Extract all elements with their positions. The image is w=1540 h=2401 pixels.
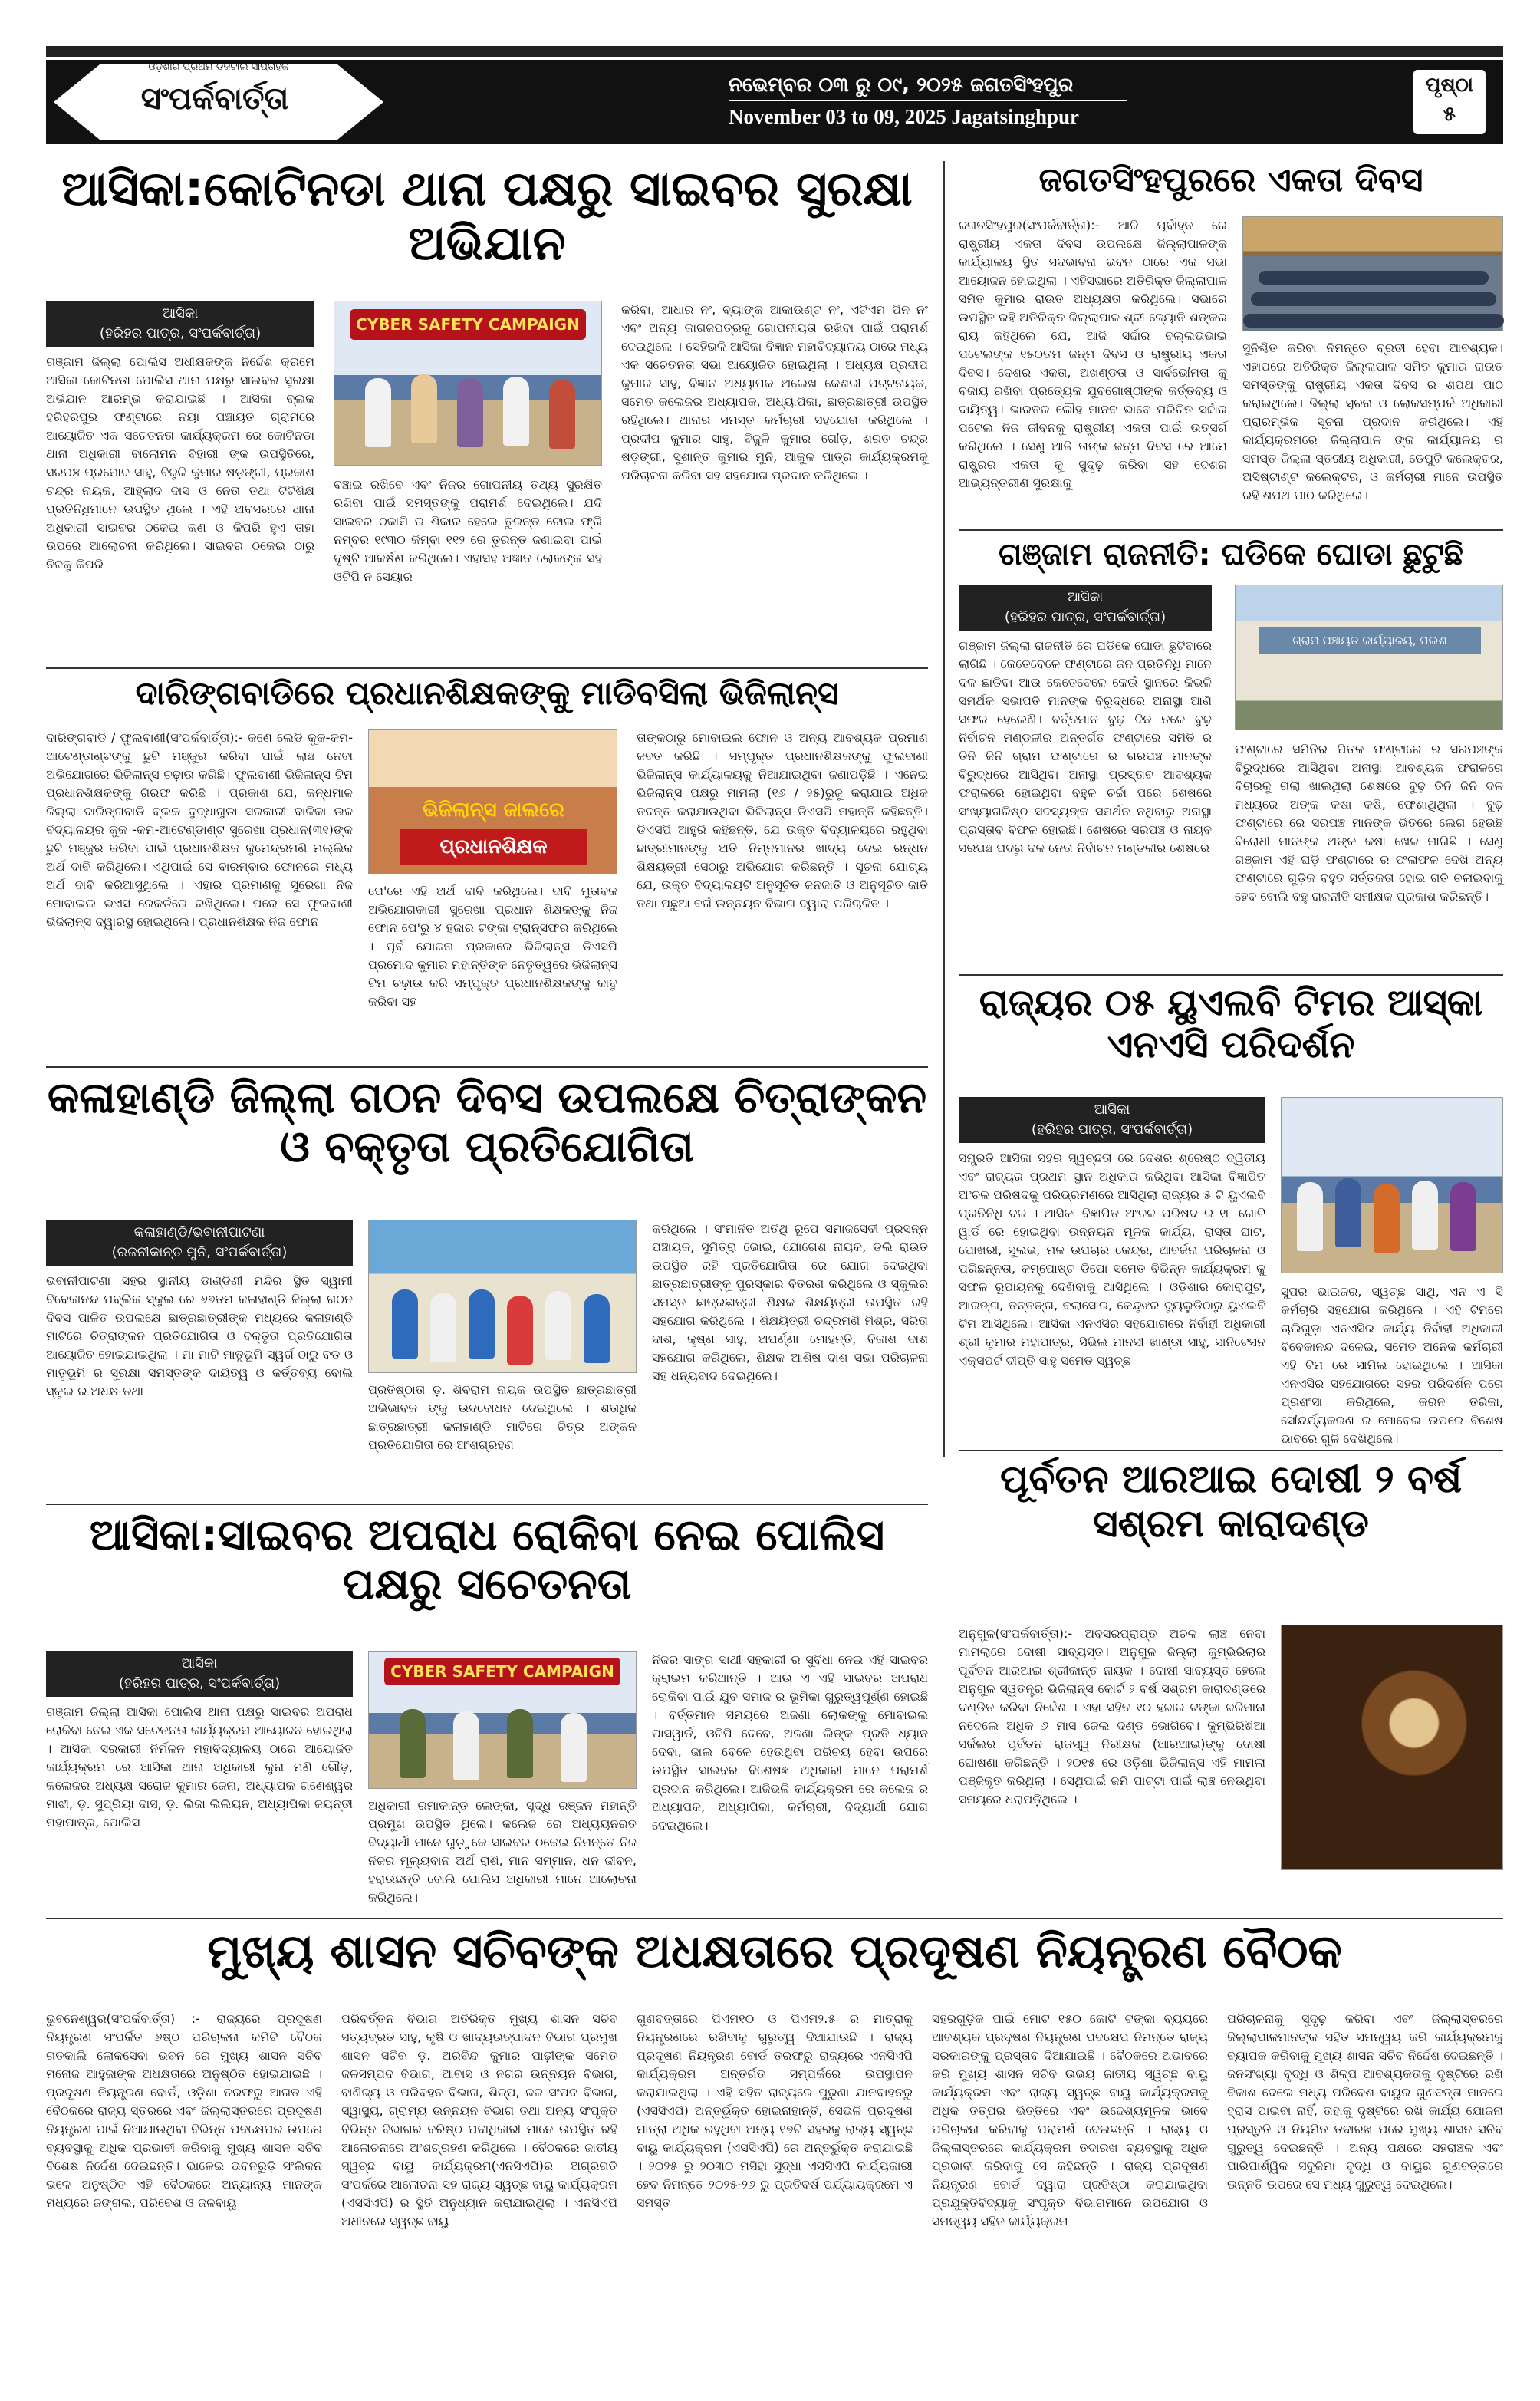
photo-unity-day [1242,216,1503,331]
body-column-2: ପ୍ରତିଷ୍ଠାତା ଡ଼. ଶିବରାମ ନାୟକ ଉପସ୍ଥିତ ଛାତ୍ରଛାତ୍ରୀ ଅଭିଭାବକ ଙ୍କୁ ଉଦବୋଧନ ଦେଇଥିଲେ । ଶତାଧିକ ଛାତ୍ରଛାତ୍ରୀ କଳାହାଣ୍ଡି ମାଟିରେ ଚିତ୍ର ଅଙ୍କନ ପ୍ରତିଯୋଗିତା ରେ ଅଂଶଗ୍ରହଣ [368,1382,637,1452]
headline: ଦାରିଙ୍ଗବାଡିରେ ପ୍ରଧାନଶିକ୍ଷକଙ୍କୁ ମାଡିବସିଲା ଭିଜିଲାନ୍ସ [135,674,839,712]
section-divider [46,1918,1503,1919]
body-column-2: ସୁପର ଭାଇଜର, ସ୍ୱଚ୍ଛ ସାଥି, ଏନ ଏ ସି କର୍ମଚାରି ସହଯୋଗ କରିଥିଲେ । ଏହି ଟିମରେ ଚାଲିଗୁଡ଼ା ଏନଏସିର କାର୍ଯ୍ୟ ନିର୍ବାହୀ ଅଧିକାରୀ ବିବେକାନନ୍ଦ ଦଳେଇ, ସମେତ ଅନେକ କର୍ମଚାରୀ ଏହି ଟିମ ରେ ସାମିଲ ହୋଇଥିଲେ । ଆସିକା ଏନଏସିର ସହଯୋଗରେ ସହର ପରିଦର୍ଶନ ପରେ ପ୍ରଶଂସା କରିଥିଲେ, କରନ ତରିକା, ସୌନ୍ଦର୍ଯ୍ୟକରଣ ର ମୋବେଇ ଉପରେ ବିଶେଷ ଭାବରେ ଗୁଳି ଦେଖିଥିଲେ। [1281,1284,1503,1446]
person-figure [400,1709,426,1778]
person-figure [507,1709,533,1778]
byline-place: ଆସିକା [181,1655,218,1671]
byline-author: (ହରିହର ପାତ୍ର, ସଂପର୍କବାର୍ତ୍ତା) [1031,1121,1193,1138]
photo-banner: CYBER SAFETY CAMPAIGN [350,309,586,340]
student-figure [507,1296,533,1365]
article-unity-day [959,161,1503,522]
masthead [46,60,1503,144]
masthead-top-rule [46,46,1503,57]
person-figure [561,1713,587,1782]
person-figure [365,378,391,447]
person-figure [503,377,529,446]
section-divider [46,1066,928,1068]
article-ulb-team [959,981,1503,1446]
body-column-5: ପରିଚାଳନାକୁ ସୁଦୃଢ଼ କରିବା ଏବଂ ଜିଲ୍ଲାସ୍ତରରେ ଜିଲ୍ଲାପାଳମାନଙ୍କ ସହିତ ସମନ୍ୱୟ କରି କାର୍ଯ୍ୟକ୍ରମକୁ ବ୍ୟାପକ କରିବାକୁ ମୁଖ୍ୟ ଶାସନ ସଚିବ ନିର୍ଦ୍ଦେଶ ଦେଇଛନ୍ତି । ଜନସଂଖ୍ୟା ବୃଦ୍ଧି ଓ ଶିଳ୍ପ ଆବଶ୍ୟକତାକୁ ଦୃଷ୍ଟିରେ ରଖି ବିକାଶ ଦେଲେ ମଧ୍ୟ ପରିବେଶ ବାୟୁର ଗୁଣବତ୍ତା ମାନରେ ହ୍ରାସ ପାଇବା ନାହିଁ, ତାହାକୁ ଦୃଷ୍ଟିରେ ରଖି କାର୍ଯ୍ୟ ଯୋଜନା ପ୍ରସ୍ତୁତି ଓ ନିୟମିତ ତଦାରଖ ପରେ ମୁଖ୍ୟ ଶାସନ ସଚିବ ଗୁରୁତ୍ୱ ଦେଇଛନ୍ତି । ଅନ୍ୟ ପକ୍ଷରେ ସହରାଞ୍ଚଳ ଏବଂ ପାରିପାର୍ଶ୍ୱିକ ସବୁଜିମା ବୃଦ୍ଧି ଓ ବାୟୁର ଗୁଣବତ୍ତାରେ ଉନ୍ନତି ଉପରେ ସେ ମଧ୍ୟ ଗୁରୁତ୍ୱ ଦେଇଥିଲେ। [1227,2011,1503,2192]
page-number-box [1411,68,1488,137]
column-divider [943,161,945,1457]
body-column-2: ବଞ୍ଚାଇ ରଖିବେ ଏବଂ ନିଜର ଗୋପନୀୟ ତଥ୍ୟ ସୁରକ୍ଷିତ ରଖିବା ପାଇଁ ସମସ୍ତଙ୍କୁ ପରାମର୍ଶ ଦେଇଥିଲେ। ଯଦି ସାଇବର ଠକାମି ର ଶିକାର ହେଲେ ତୁରନ୍ତ ଟୋଲ ଫ୍ରି ନମ୍ବର ୧୯୩୦ କିମ୍ବା ୧୧୨ ରେ ତୁରନ୍ତ ଜଣାଇବା ପାଇଁ ଦୃଷ୍ଟି ଆକର୍ଷଣ କରିଥିଲେ। ଏହାସହ ଅଜ୍ଞାତ ଲୋକଙ୍କ ସହ ଓଟିପି ନ ସେୟାର [334,477,602,584]
headline: ଆସିକା:ସାଇବର ଅପରାଧ ରୋକିବା ନେଇ ପୋଲିସ ପକ୍ଷରୁ ସଚେତନତା [89,1510,885,1610]
headline: ମୁଖ୍ୟ ଶାସନ ସଚିବଙ୍କ ଅଧକ୍ଷତାରେ ପ୍ରଦୂଷଣ ନିୟନ୍ତ୍ରଣ ବୈଠକ [207,1925,1342,1978]
person-figure [549,380,575,449]
photo-vigilance [368,729,617,874]
photo-banner: CYBER SAFETY CAMPAIGN [384,1658,620,1685]
article-pollution-meeting [46,1925,1503,2355]
section-divider [46,667,928,669]
photo-sign: ଗ୍ରାମ ପଞ୍ଚାୟତ କାର୍ଯ୍ୟାଳୟ, ପଲଶ [1259,627,1481,654]
photo-text-2: ପ୍ରଧାନଶିକ୍ଷକ [400,829,587,865]
body-column-2: ପରିବର୍ତ୍ତନ ବିଭାଗ ଅତିରିକ୍ତ ମୁଖ୍ୟ ଶାସନ ସଚିବ ସତ୍ୟବ୍ରତ ସାହୁ, କୃଷି ଓ ଖାଦ୍ୟଉତ୍ପାଦନ ବିଭାଗ ପ୍ରମୁଖ ଶାସନ ସଚିବ ଡ଼. ଅରବିନ୍ଦ କୁମାର ପାଢ଼ୀଙ୍କ ସମେତ ଜଳସମ୍ପଦ ବିଭାଗ, ଆବାସ ଓ ନଗର ଉନ୍ନୟନ ବିଭାଗ, ବାଣିଜ୍ୟ ଓ ପରିବହନ ବିଭାଗ, ଶିଳ୍ପ, ଜଳ ସଂପଦ ବିଭାଗ, ସ୍ୱାସ୍ଥ୍ୟ, ଗ୍ରାମ୍ୟ ଉନ୍ନୟନ ବିଭାଗ ତଥା ଅନ୍ୟ ସଂପୃକ୍ତ ବିଭିନ୍ନ ବିଭାଗର ବରିଷ୍ଠ ପଦାଧିକାରୀ ମାନେ ଉପସ୍ଥିତ ରହି ଆଲୋଚନାରେ ଅଂଶଗ୍ରହଣ କରିଥିଲେ । ବୈଠକରେ ଜାତୀୟ ସ୍ୱଚ୍ଛ ବାୟୁ କାର୍ଯ୍ୟକ୍ରମ(ଏନସିଏପି)ର ଅଗ୍ରଗତି ସଂପର୍କରେ ଆଲୋଚନା ସହ ରାଜ୍ୟ ସ୍ୱଚ୍ଛ ବାୟୁ କାର୍ଯ୍ୟକ୍ରମ (ଏସସିଏପି) ର ସ୍ଥିତି ଅନୁଧ୍ୟାନ କରାଯାଇଥିଲା । ଏନସିଏପି ଅଧୀନରେ ସ୍ୱଚ୍ଛ ବାୟୁ [341,2011,617,2228]
student-figure [545,1291,571,1360]
body-column-3: ନିଜର ସାଙ୍ଗ ସାଥୀ ସହକାରୀ ର ସୁବିଧା ନେଇ ଏହି ସାଇବର କ୍ରାଇମ କରିଥାନ୍ତି । ଆଉ ଏ ଏହି ସାଇବର ଅପରାଧ ରୋକିବା ପାଇଁ ଯୁବ ସମାଜ ର ଭୂମିକା ଗୁରୁତ୍ୱପୂର୍ଣ୍ଣ ହୋଇଛି । ବର୍ତ୍ତମାନ ସମୟରେ ଅଜଣା ଲୋକଙ୍କୁ ମୋବାଇଲ ପାସୱାର୍ଡ, ଓଟିପି ଦେବେ, ଅଜଣା ଲିଙ୍କ ପ୍ରତି ଧ୍ୟାନ ଦେବା, ଜାଲ ବେଳେ ହେଉଥିବା ପରିଚୟ ହେବା ଉପରେ ଉପସ୍ଥିତ ସାଇବର ବିଶେଷଜ୍ଞ ଅଧିକାରୀ ମାନେ ପରାମର୍ଶ ପ୍ରଦାନ କରିଥିଲେ। ଆଜିଭଳି କାର୍ଯ୍ୟକ୍ରମ ରେ କଲେଜ ର ଅଧ୍ୟାପକ, ଅଧ୍ୟାପିକା, କର୍ମଚାରୀ, ବିଦ୍ୟାର୍ଥୀ ଯୋଗ ଦେଇଥିଲେ। [652,1652,928,1833]
body-column-3: କରିବା, ଆଧାର ନଂ, ବ୍ୟାଙ୍କ ଆକାଉଣ୍ଟ ନଂ, ଏଟିଏମ ପିନ ନଂ ଏବଂ ଅନ୍ୟ କାଗଜପତ୍ରକୁ ଗୋପନୀୟତା ରଖିବା ପାଇଁ ପରାମର୍ଶ ଦେଇଥିଲେ । ସେହିଭଳି ଆସିକା ବିଜ୍ଞାନ ମହାବିଦ୍ୟାଳୟ ଠାରେ ମଧ୍ୟ ଏକ ସଚେତନତା ସଭା ଆୟୋଜିତ ହୋଇଥିଲା । ଅଧ୍ୟକ୍ଷ ପ୍ରଦୀପ କୁମାର ସାହୁ, ବିଜ୍ଞାନ ଅଧ୍ୟାପକ ଅଲେଖ କେଶରୀ ପଟ୍ଟନାୟକ, ସମେତ କଲେଜର ଅଧ୍ୟାପକ, ଅଧ୍ୟାପିକା, ଛାତ୍ରଛାତ୍ରୀ ଉପସ୍ଥିତ ରହିଥିଲେ। ଥାନାର ସମସ୍ତ କର୍ମଚାରୀ ସହଯୋଗ କରିଥିଲେ । ପ୍ରଦୀପ କୁମାର ସାହୁ, ବିଜୁଳି କୁମାର ଗୌଡ଼, ଶରତ ଚନ୍ଦ୍ର ଷଡ଼ଙ୍ଗୀ, ସୁଶାନ୍ତ କୁମାର ମୁନି, ଆକୁଳ ପାତ୍ର କାର୍ଯ୍ୟକ୍ରମକୁ ପରିଚାଳନା କରିବା ସହ ସହଯୋଗ ପ୍ରଦାନ କରିଥିଲେ । [621,302,928,483]
byline-author: (ରଜନୀକାନ୍ତ ମୁନି, ସଂପର୍କବାର୍ତ୍ତା) [111,1244,288,1260]
byline [959,1097,1265,1143]
article-ganjam-politics [959,537,1503,967]
audience-row [1259,271,1489,285]
section-divider [959,529,1503,531]
body-column-1: ଗଞ୍ଜାମ ଜିଲ୍ଲା ରାଜନୀତି ରେ ଘଡିକେ ଘୋଡା ଛୁଟିବାରେ ଲାଗିଛି । କେତେବେଳେ ଫଣ୍ଟାରେ ଜନ ପ୍ରତିନିଧି ମାନେ ଦଳ ଛାଡିବା ଆଉ କେତେବେଳେ କେଉଁ ସ୍ଥାନରେ କିଭଳି ସମର୍ଥକ ସଭାପତି ମାନଙ୍କ ବିରୁଦ୍ଧରେ ଅନାସ୍ଥା ଆଣି ସଫଳ ହେଲେଣି। ବର୍ତ୍ତମାନ ବୁଢ଼ ଦିନ ତଳେ ବୁଢ଼ ନିର୍ବାଚନ ମଣ୍ଡଳୀର ଅନ୍ତର୍ଗତ ଫଣ୍ଟାରେ ସମିତି ର ତିନି ଜିନି ଗ୍ରାମ ଫଣ୍ଟାରେ ର ଗରପଞ୍ଚ ମାନଙ୍କ ବିରୁଦ୍ଧରେ ଆସିଥିବା ଅନାସ୍ଥା ପ୍ରସ୍ତାବ ଆବଶ୍ୟକ ଫରାଳରେ ହୋଇଥିବା ବହୁଳ ଚର୍ଚ୍ଚା ପରେ ଶେଷରେ ସଂଖ୍ୟାଗରିଷ୍ଠ ସଦସ୍ୟଙ୍କ ସମର୍ଥନ ନଥିବାରୁ ଅନାସ୍ଥା ପ୍ରସ୍ତାବ ବିଫଳ ହୋଇଛି। ଶେଷରେ ସରପଞ୍ଚ ଓ ନାୟବ ସରପଞ୍ଚ ପଦରୁ ଦଳ ନେତା ନିର୍ବାଚନ ମଣ୍ଡଳୀର ଶେଷରେ [959,638,1212,855]
section-divider [46,1504,928,1505]
person-figure [457,378,483,447]
student-figure [430,1293,456,1362]
body-column-1: ଅନୁଗୁଳ(ସଂପର୍କବାର୍ତ୍ତା):- ଅବସରପ୍ରାପ୍ତ ଅଚଳ ଲାଞ୍ଚ ନେବା ମାମଲାରେ ଦୋଷୀ ସାବ୍ୟସ୍ତ। ଅନୁଗୁଳ ଜିଲ୍ଲା କୁମ୍ଭିରିଲାର ପୂର୍ବତନ ଆରଆଇ ଶ୍ରୀକାନ୍ତ ନାୟକ । ଦୋଷୀ ସାବ୍ୟସ୍ତ ହେଲେ ଅନୁଗୁଳ ସ୍ୱତନ୍ତ୍ର ଭିଜିଲାନ୍ସ କୋର୍ଟ ୨ ବର୍ଷ ସଶ୍ରମ କାରାଦଣ୍ଡରେ ଦଣ୍ଡିତ କରିବା ନିର୍ଦ୍ଦେଶ । ଏହା ସହିତ ୧୦ ହଜାର ଟଙ୍କା ଜରିମାନା ନଦେଲେ ଅଧିକ ୬ ମାସ ଜେଲ ଦଣ୍ଡ ଭୋଗିବେ। କୁମ୍ଭିରିଶିଆ ସର୍କଲର ପୂର୍ବତନ ରାଜସ୍ୱ ନିରୀକ୍ଷକ (ଆରଆଇ)ଙ୍କୁ ଦୋଷୀ ଘୋଷଣା କରିଛନ୍ତି । ୨୦୧୫ ରେ ଓଡ଼ିଶା ଭିଜିଲାନ୍ସ ଏହି ମାମଲା ପଞ୍ଜିକୃତ କରିଥିଲା । ସେଥିପାଇଁ ଜମି ପାଟ୍ଟା ପାଇଁ ଲାଞ୍ଚ ନେଉଥିବା ସମୟରେ ଧରାପଡ଼ିଥିଲେ । [959,1626,1265,1807]
newspaper-page [46,46,1503,2363]
article-ri-convicted [959,1457,1503,1910]
photo-gavel [1281,1625,1503,1870]
masthead-dates [729,71,1265,133]
headline: ଜଗତସିଂହପୁରରେ ଏକତା ଦିବସ [1038,160,1423,199]
date-english: November 03 to 09, 2025 Jagatsinghpur [729,105,1080,128]
masthead-tagline: ଓଡ଼ିଶାର ପ୍ରଥମ ଡିଜିଟାଲ ସାପ୍ତାହିକ [148,61,289,73]
byline-author: (ହରିହର ପାତ୍ର, ସଂପର୍କବାର୍ତ୍ତା) [99,325,262,341]
headline: ଆସିକା:କୋଟିନଡା ଥାନା ପକ୍ଷରୁ ସାଇବର ସୁରକ୍ଷା ଅଭିଯାନ [61,160,913,272]
student-figure [469,1289,495,1359]
byline [46,301,314,347]
masthead-logo-text: ସଂପର୍କବାର୍ତ୍ତା [140,81,289,117]
person-figure [1297,1182,1323,1251]
article-cyber-campaign [46,161,928,660]
photo-ulb-team [1281,1097,1503,1273]
byline-place: ଆସିକା [1067,589,1104,605]
body-column-3: ତାଙ୍କଠାରୁ ମୋବାଇଲ ଫୋନ ଓ ଅନ୍ୟ ଆବଶ୍ୟକ ପ୍ରମାଣ ଜବତ କରିଛି । ସମ୍ପୃକ୍ତ ପ୍ରଧାନଶିକ୍ଷକଙ୍କୁ ଫୁଲବାଣୀ ଭିଜିଲାନ୍ସ କାର୍ଯ୍ୟାଳୟକୁ ନିଆଯାଇଥିବା ଜଣାପଡ଼ିଛି । ଏନେଇ ଭିଜିଲାନ୍ସ ପକ୍ଷରୁ ମାମଲା (୧୬ / ୨୫)ରୁଜୁ କରାଯାଇ ଅଧିକ ତଦନ୍ତ କରାଯାଉଥିବା ଭିଜିଲାନ୍ସ ଡିଏସପି ମହାନ୍ତି କହିଛନ୍ତି। ଡିଏସପି ଆହୁରି କହିଛନ୍ତି, ଯେ ଉକ୍ତ ବିଦ୍ୟାଳୟରେ ରହୁଥିବା ଛାତ୍ରୀମାନଙ୍କୁ ଅତି ନିମ୍ନମାନର ଖାଦ୍ୟ ଦେଇ ରନ୍ଧନ ଶିକ୍ଷୟତ୍ରୀ ସେଠାରୁ ଅଭିଯୋଗ କରିଛନ୍ତି । ସୂଚନା ଯୋଗ୍ୟ ଯେ, ଉକ୍ତ ବିଦ୍ୟାଳୟଟି ଅନୁସୂଚିତ ଜନଜାତି ଓ ଅନୁସୂଚିତ ଜାତି ତଥା ପଛୁଆ ବର୍ଗ ଉନ୍ନୟନ ବିଭାଗ ଦ୍ୱାରା ପରିଚାଳିତ । [637,730,928,911]
page-label: ପୃଷ୍ଠା [1426,74,1473,97]
page-number: ୫ [1443,103,1456,126]
audience-row [1251,292,1496,306]
body-column-2: ଅଧିକାରୀ ରମାକାନ୍ତ ଲେଙ୍କା, ସୃଦ୍ଧି ରଞ୍ଜନ ମହାନ୍ତି ପ୍ରମୁଖ ଉପସ୍ଥିତ ଥିଲେ। କଲେଜ ରେ ଅଧ୍ୟୟନରତ ବିଦ୍ୟାର୍ଥୀ ମାନେ ଗୁଡ଼ୁକେ ସାଇବର ଠକେଇ ନିମନ୍ତେ ନିଜ ନିଜର ମୂଲ୍ୟବାନ ଅର୍ଥ ରାଶି, ମାନ ସମ୍ମାନ, ଧନ ଜୀବନ, ହରାଉଛନ୍ତି ବୋଲି ପୋଲିସ ଅଧିକାରୀ ମାନେ ଆଲୋଚନା କରିଥିଲେ। [368,1798,637,1905]
byline [46,1220,353,1266]
byline-place: କଳାହାଣ୍ଡି/ଭବାନୀପାଟଣା [133,1224,265,1240]
body-column-1: ଜଗତସିଂହପୁର(ସଂପର୍କବାର୍ତ୍ତା):- ଆଜି ପୂର୍ବାହ୍ନ ରେ ରାଷ୍ଟ୍ରୀୟ ଏକତା ଦିବସ ଉପଲକ୍ଷେ ଜିଲ୍ଲାପାଳଙ୍କ କାର୍ଯ୍ୟାଳୟ ସ୍ଥିତ ସଦଭାବନା ଭବନ ଠାରେ ଏକ ସଭା ଆୟୋଜନ ହୋଇଥିଲା । ଏହିସଭାରେ ଅତିରିକ୍ତ ଜିଲ୍ଲାପାଳ ସମିତ କୁମାର ରାଉତ ଅଧ୍ୟକ୍ଷତା କରିଥିଲେ। ସଭାରେ ଉପସ୍ଥିତ ରହି ଅତିରିକ୍ତ ଜିଲ୍ଲାପାଳ ଶ୍ରୀ ଜ୍ୟୋତି ଶଙ୍କର ରାୟ କହିଥିଲେ ଯେ, ଆଜି ସର୍ଦ୍ଦାର ବଲ୍ଲଭଭାଇ ପଟେଲଙ୍କ ୧୫୦ତମ ଜନ୍ମ ଦିବସ ଓ ରାଷ୍ଟ୍ରୀୟ ଏକତା ଦିବସ। ଦେଶର ଏକତା, ଅଖଣ୍ଡତା ଓ ସାର୍ବଭୌମତା କୁ ବଜାୟ ରଖିବା ପ୍ରତ୍ୟେକ ଯୁବଗୋଷ୍ଠୀଙ୍କ କର୍ତ୍ତବ୍ୟ ଓ ଦାୟିତ୍ୱ। ଭାରତର ଲୌହ ମାନବ ଭାବେ ପରିଚିତ ସର୍ଦ୍ଦାର ପଟେଲ ନିଜ ଜୀବନକୁ ରାଷ୍ଟ୍ରୀୟ ଏକତା ପାଇଁ ଉତ୍ସର୍ଗ କରିଥିଲେ । ସେଣୁ ଆଜି ତାଙ୍କ ଜନ୍ମ ଦିବସ ରେ ଆମେ ରାଷ୍ଟ୍ରର ଏକତା କୁ ସୁଦୃଢ଼ କରିବା ସହ ଦେଶର ଆଭ୍ୟନ୍ତରୀଣ ସୁରକ୍ଷାକୁ [959,218,1227,490]
body-column-1: ଭବାନୀପାଟଣା ସହର ସ୍ଥାନୀୟ ଡାଣ୍ଡିଣୀ ମନ୍ଦିର ସ୍ଥିତ ସ୍ୱାମୀ ବିବେକାନନ୍ଦ ପବ୍ଲିକ ସ୍କୁଲ ରେ ୬୭ତମ କଳାହାଣ୍ଡି ଜିଲ୍ଲା ଗଠନ ଦିବସ ପାଳିତ ଉପଲକ୍ଷେ ଛାତ୍ରଛାତ୍ରୀଙ୍କ ମଧ୍ୟରେ କଳାହାଣ୍ଡି ମାଟିରେ ଚିତ୍ରାଙ୍କନ ପ୍ରତିଯୋଗିତା ଓ ବକ୍ତୃତା ପ୍ରତିଯୋଗିତା ଆୟୋଜିତ ହୋଇଯାଇଥିଲା । ମା ମାଟି ମାତୃଭୂମି ସ୍ୱର୍ଗ ଠାରୁ ବଡ ଓ ମାତୃଭୂମି ର ସୁରକ୍ଷା ସମସ୍ତଙ୍କ ଦାୟିତ୍ୱ ଓ କର୍ତ୍ତବ୍ୟ ବୋଲି ସ୍କୁଲ ର ଅଧକ୍ଷ ତଥା [46,1273,353,1398]
body-column-1: ଭୁବନେଶ୍ୱର(ସଂପର୍କବାର୍ତ୍ତା) :- ରାଜ୍ୟରେ ପ୍ରଦୂଷଣ ନିୟନ୍ତ୍ରଣ ସଂପର୍କିତ ୬ଷ୍ଠ ପରିଚାଳନା କମିଟି ବୈଠକ ଗତକାଲି ଲୋକସେବା ଭବନ ରେ ମୁଖ୍ୟ ଶାସନ ସଚିବ ମନୋଜ ଆହୁଜାଙ୍କ ଅଧକ୍ଷତାରେ ଅନୁଷ୍ଠିତ ହୋଇଯାଇଛି । ପ୍ରଦୂଷଣ ନିୟନ୍ତ୍ରଣ ବୋର୍ଡ, ଓଡ଼ିଶା ତରଫରୁ ଆଗତ ଏହି ବୈଠକରେ ରାଜ୍ୟ ସ୍ତରରେ ଏବଂ ଜିଲ୍ଲାସ୍ତରରେ ପ୍ରଦୂଷଣ ନିୟନ୍ତ୍ରଣ ପାଇଁ ନିଆଯାଉଥିବା ବିଭିନ୍ନ ପଦକ୍ଷେପର ଉପରେ ବ୍ୟବସ୍ଥାକୁ ଅଧିକ ପ୍ରଭାବୀ କରିବାକୁ ମୁଖ୍ୟ ଶାସନ ସଚିବ ବିଶେଷ ନିର୍ଦ୍ଦେଶ ଦେଇଛନ୍ତି। ଭାଳେଇ ଭବନରୁଡ଼ି ସଂଲିକନ ଭଳେ ଅନୁଷ୍ଠିତ ଏହି ବୈଠକରେ ଅନ୍ୟାନ୍ୟ ମାନଙ୍କ ମଧ୍ୟରେ ଜଙ୍ଗଲ, ପରିବେଶ ଓ ଜଳବାୟୁ [46,2011,322,2210]
section-divider [959,1450,1503,1451]
body-column-2: ପେ'ରେ ଏହି ଅର୍ଥ ଦାବି କରିଥିଲେ। ଦାବି ମୁତାବକ ଅଭିଯୋଗକାରୀ ସୁରେଖା ପ୍ରଧାନ ଶିକ୍ଷକଙ୍କୁ ନିଜ ଫୋନ ପେ'ରୁ ୪ ହଜାର ଟଙ୍କା ଟ୍ରାନ୍ସଫର କରିଥିଲେ । ପୂର୍ବ ଯୋଜନା ପ୍ରକାରେ ଭିଜିଲାନ୍ସ ଡିଏସପି ପ୍ରମୋଦ କୁମାର ମହାନ୍ତିଙ୍କ ନେତୃତ୍ୱରେ ଭିଜିଲାନ୍ସ ଟିମ ଚଢ଼ାଉ କରି ସମ୍ପୃକ୍ତ ପ୍ରଧାନଶିକ୍ଷକଙ୍କୁ କାବୁ କରିବା ସହ [368,884,617,1009]
byline-author: (ହରିହର ପାତ୍ର, ସଂପର୍କବାର୍ତ୍ତା) [1004,609,1167,625]
person-figure [1374,1184,1400,1253]
body-column-2: ସୁନିଶ୍ଚିତ କରିବା ନିମନ୍ତେ ବ୍ରତୀ ହେବା ଆବଶ୍ୟକ। ଏହାପରେ ଅତିରିକ୍ତ ଜିଲ୍ଲାପାଳ ସମିତ କୁମାର ରାଉତ ସମସ୍ତଙ୍କୁ ରାଷ୍ଟ୍ରୀୟ ଏକତା ଦିବସ ର ଶପଥ ପାଠ କରାଇଥିଲେ। ଜିଲ୍ଲା ସୂଚନା ଓ ଲୋକସମ୍ପର୍କ ଅଧିକାରୀ ପ୍ରାରମ୍ଭିକ ସୂଚନା ପ୍ରଦାନ କରିଥିଲେ। ଏହି କାର୍ଯ୍ୟକ୍ରମରେ ଜିଲ୍ଲାପାଳ ଙ୍କ କାର୍ଯ୍ୟାଳୟ ର ସମସ୍ତ ଜିଲ୍ଲା ସ୍ତରୀୟ ଅଧିକାରୀ, ଡେପୁଟି କଲେକ୍ଟର, ଅସିଷ୍ଟାଣ୍ଟ କଲେକ୍ଟର, ଓ କର୍ମଚାରୀ ମାନେ ଉପସ୍ଥିତ ରହି ଶପଥ ପାଠ କରିଥିଲେ। [1242,341,1503,502]
body-column-1: ସମ୍ପ୍ରତି ଆସିକା ସହର ସ୍ୱଚ୍ଛତା ରେ ଦେଶର ଶ୍ରେଷ୍ଠ ଦ୍ୱିତୀୟ ଏବଂ ରାଜ୍ୟର ପ୍ରଥମ ସ୍ଥାନ ଅଧିକାର କରିଥିବା ଆସିକା ବିଜ୍ଞାପିତ ଅଂଚଳ ପରିଷଦକୁ ପରିଭ୍ରମଣରେ ଆସିଥିଲା ରାଜ୍ୟର ୫ ଟି ୟୁଏଲବି ପ୍ରତିନିଧି ଦଳ । ଆସିକା ବିଜ୍ଞାପିତ ଅଂଚଳ ପରିଷଦ ର ୧୮ ଗୋଟି ୱାର୍ଡ ରେ ହୋଇଥିବା ଉନ୍ନୟନ ମୂଳକ କାର୍ଯ୍ୟ, ରାସ୍ତା ଘାଟ, ପୋଖରୀ, ସୁଲଭ, ମଳ ଉପଚାର କେନ୍ଦ୍ର, ଆବର୍ଜନା ପରିଚାଳନା ଓ ପରିଛନ୍ନତା, କମ୍ପୋଷ୍ଟ ଡିପୋ ସମେତ ବିଭିନ୍ନ କାର୍ଯ୍ୟକ୍ରମ କୁ ସଫଳ ରୂପାୟନକୁ ଦେଖିବାକୁ ଆସିଥିଲେ । ଓଡ଼ିଶାର କୋରାପୁଟ, ଆରଙ୍ଗ, ତନ୍ତଙ୍ଗ, ବଲାସୋର, କେନ୍ଦୁଝର ଦ୍ୟୁଲୁଡିଠାରୁ ୟୁଏଲବି ଟିମ ଆସିଥିଲେ। ଆସିକା ଏନଏସିର ସହଯୋଗରେ ନିର୍ବାହୀ ଅଧିକାରୀ ଶ୍ରୀ କୁମାର ମହାପାତ୍ର, ସିଭିଲ ମାନସୀ ଖାଣ୍ଡା ସାହୁ, ସାନିଟେସନ ଏକ୍ସପର୍ଟ ଦୀପ୍ତି ସାହୁ ସମେତ ସ୍ୱଚ୍ଛ [959,1151,1265,1368]
body-column-3: କରିଥିଲେ । ସଂମାନିତ ଅତିଥି ରୂପେ ସମାଜସେବୀ ପ୍ରସନ୍ନ ପଞ୍ଚାୟକ, ସୁମିତ୍ରା ଭୋଇ, ଯୋଗେଶ ନାୟକ, ଡଲି ରାଉତ ଉପସ୍ଥିତ ରହି ପ୍ରତିଯୋଗିତା ରେ ଯୋଗ ଦେଇଥିବା ଛାତ୍ରଛାତ୍ରୀଙ୍କୁ ପୁରସ୍କାର ବିତରଣ କରିଥିଲେ ଓ ସ୍କୁଲର ସମସ୍ତ ଛାତ୍ରଛାତ୍ରୀ ଶିକ୍ଷକ ଶିକ୍ଷୟିତ୍ରୀ ଉପସ୍ଥିତ ରହି ସହଯୋଗ କରିଥିଲେ । ଶିକ୍ଷୟିତ୍ରୀ ଚନ୍ଦ୍ରମଣି ମିଶ୍ର, ସରିତା ଦାଶ, କୃଷ୍ଣ ସାହୁ, ଅପର୍ଣ୍ଣା ମୋହନ୍ତି, ବିକାଶ ଦାଶ ସହଯୋଗ କରିଥିଲେ, ଶିକ୍ଷକ ଆଶିଷ ଦାଶ ସଭା ପରିଚାଳନା ସହ ଧନ୍ୟବାଦ ଦେଇଥିଲେ। [652,1221,928,1383]
photo-cyber-campaign [334,301,602,466]
body-column-1: ଗଞ୍ଜାମ ଜିଲ୍ଲା ଆସିକା ପୋଲିସ ଥାନା ପକ୍ଷରୁ ସାଇବର ଅପରାଧ ରୋକିବା ନେଇ ଏକ ସଚେତନତା କାର୍ଯ୍ୟକ୍ରମ ଆୟୋଜନ ହୋଇଥିଲା । ଆସିକା ସରକାରୀ ନିର୍ମଳନ ମହାବିଦ୍ୟାଳୟ ଠାରେ ଆୟୋଜିତ କାର୍ଯ୍ୟକ୍ରମ ରେ ଆସିକା ଥାନା ଅଧିକାରୀ କୁନା ମଣି ଗୌଡ଼, କଲେଜର ଅଧ୍ୟକ୍ଷ ସରୋଜ କୁମାର ଜେନା, ଅଧ୍ୟାପକ ଗଣେଶ୍ୱର ମାଝୀ, ଡ଼. ସୁପ୍ରିୟା ଦାସ, ଡ଼. ଲିଜା ଲିଲିୟନ, ଅଧ୍ୟାପିକା ଜୟନ୍ତୀ ମହାପାତ୍ର, ପୋଲିସ [46,1704,353,1830]
headline: ରାଜ୍ୟର ୦୫ ୟୁଏଲବି ଟିମର ଆସ୍କା ଏନଏସି ପରିଦର୍ଶନ [979,981,1483,1067]
body-column-4: ସହରଗୁଡ଼ିକ ପାଇଁ ମୋଟ ୧୫୦ କୋଟି ଟଙ୍କା ବ୍ୟୟରେ ଆବଶ୍ୟକ ପ୍ରଦୂଷଣ ନିୟନ୍ତ୍ରଣ ପଦକ୍ଷେପ ନିମନ୍ତେ ରାଜ୍ୟ ସରକାରଙ୍କୁ ପ୍ରସ୍ତାବ ଦିଆଯାଇଛି । ବୈଠକରେ ଅଭାବରେ କରି ମୁଖ୍ୟ ଶାସନ ସଚିବ ଉଭୟ ଜାତୀୟ ସ୍ୱଚ୍ଛ ବାୟୁ କାର୍ଯ୍ୟକ୍ରମ ଏବଂ ରାଜ୍ୟ ସ୍ୱଚ୍ଛ ବାୟୁ କାର୍ଯ୍ୟକ୍ରମକୁ ଅଧିକ ତତ୍ପର ଭିତ୍ତିରେ ଏବଂ ଉଦ୍ଦେଶ୍ୟମୂଳକ ଭାବେ ପରିଚାଳନା କରିବାକୁ ପରାମର୍ଶ ଦେଇଛନ୍ତି । ରାଜ୍ୟ ଓ ଜିଲ୍ଲାସ୍ତରରେ କାର୍ଯ୍ୟକ୍ରମ ତଦାରଖ ବ୍ୟବସ୍ଥାକୁ ଅଧିକ ପ୍ରଭାବୀ କରିବାକୁ ସେ କହିଛନ୍ତି । ରାଜ୍ୟ ପ୍ରଦୂଷଣ ନିୟନ୍ତ୍ରଣ ବୋର୍ଡ ଦ୍ୱାରା ପ୍ରତିଷ୍ଠା କରାଯାଇଥିବା ପ୍ରଯୁକ୍ତିବିଦ୍ୟାକୁ ସଂପୃକ୍ତ ବିଭାଗମାନେ ଉପଯୋଗ ଓ ସମନ୍ୱୟ ସହିତ କାର୍ଯ୍ୟକ୍ରମ [932,2011,1208,2228]
byline-place: ଆସିକା [1094,1102,1130,1118]
person-figure [1412,1181,1438,1250]
headline: ଗଞ୍ଜାମ ରାଜନୀତି: ଘଡିକେ ଘୋଡା ଛୁଟୁଛି [999,537,1463,572]
headline: ପୂର୍ବତନ ଆରଆଇ ଦୋଷୀ ୨ ବର୍ଷ ସଶ୍ରମ କାରାଦଣ୍ଡ [999,1457,1463,1546]
body-column-1: ଦାରିଙ୍ଗବାଡି / ଫୁଲବାଣୀ(ସଂପର୍କବାର୍ତ୍ତା):- କଣେ ଲେଡି କୁକ-କମ-ଆଟେଣ୍ଡାଣ୍ଟଙ୍କୁ ଛୁଟି ମଞ୍ଜୁର କରିବା ପାଇଁ ଲାଞ୍ଚ ନେବା ଅଭିଯୋଗରେ ଭିଜିଲାନ୍ସ ଚଢ଼ାଉ କରିଛି। ଫୁଲବାଣୀ ଭିଜିଲାନ୍ସ ଟିମ ପ୍ରଧାନଶିକ୍ଷକଙ୍କୁ ଗିରଫ କରିଛି । ପ୍ରକାଶ ଯେ, କନ୍ଧମାଳ ଜିଲ୍ଲା ଦାରିଙ୍ଗବାଡି ବ୍ଲକ ଦୁଦ୍ଧାଗୁଡା ସରକାରୀ ବାଳିକା ଉଚ୍ଚ ବିଦ୍ୟାଳୟର କୁକ -କମ-ଆଟେଣ୍ଡାଣ୍ଟ ସୁରେଖା ପ୍ରଧାନ(୩୧)ଙ୍କ ଛୁଟି ମଞ୍ଜୁର କରିବା ପାଇଁ ପ୍ରଧାନଶିକ୍ଷକ କୁମେନ୍ଦ୍ରମଣି ମଲ୍ଲିକ ଅର୍ଥ ଦାବି କରିଥିଲେ। ଏଥିପାଇଁ ସେ ବାରମ୍ବାର ଫୋନରେ ମଧ୍ୟ ଅର୍ଥ ଦାବି କରିଆସୁଥିଲେ । ଏହାର ପ୍ରମାଣକୁ ସୁରେଖା ନିଜ ମୋବାଇଲ ଭଏସ ରେକର୍ଡରେ ରଖିଥିଲେ। ପରେ ସେ ଫୁଲବାଣୀ ଭିଜିଲାନ୍ସ ଦ୍ୱାରସ୍ଥ ହୋଇଥିଲେ। ପ୍ରଧାନଶିକ୍ଷକ ନିଜ ଫୋନ [46,730,353,929]
person-figure [1335,1178,1361,1247]
body-column-3: ଗୁଣବତ୍ତାରେ ପିଏମ୧୦ ଓ ପିଏମ୨.୫ ର ମାତ୍ରାକୁ ନିୟନ୍ତ୍ରଣରେ ରଖିବାକୁ ଗୁରୁତ୍ୱ ଦିଆଯାଉଛି । ରାଜ୍ୟ ପ୍ରଦୂଷଣ ନିୟନ୍ତ୍ରଣ ବୋର୍ଡ ତରଫରୁ ରାଜ୍ୟରେ ଏନସିଏପି କାର୍ଯ୍ୟକ୍ରମ ଅନ୍ତର୍ଗତ ସମ୍ପର୍କରେ ଉପସ୍ଥାପନ କରାଯାଇଥିଲା । ଏହି ସହିତ ରାଜ୍ୟରେ ପୁରୁଣା ଯାନବାହନରୁ (ଏସସିଏପି) ଅନ୍ତର୍ଭୁକ୍ତ ହୋଇନାହାନ୍ତି, ସେଭଳି ପ୍ରଦୂଷଣ ମାତ୍ରା ଅଧିକ ରହୁଥିବା ଅନ୍ୟ ୧୭ଟି ସହରକୁ ରାଜ୍ୟ ସ୍ୱଚ୍ଛ ବାୟୁ କାର୍ଯ୍ୟକ୍ରମ (ଏସସିଏପି) ରେ ଅନ୍ତର୍ଭୁକ୍ତ କରାଯାଇଛି । ୨୦୨୫ ରୁ ୨୦୩୦ ମସିହା ସୁଦ୍ଧା ଏସସିଏପି କାର୍ଯ୍ୟକାରୀ ହେବ ନିମନ୍ତେ ୨୦୨୫-୨୬ ରୁ ପ୍ରତିବର୍ଷ ପର୍ଯ୍ୟାୟକ୍ରମେ ଏ ସମସ୍ତ [637,2011,913,2210]
person-figure [411,374,437,443]
date-odia: ନଭେମ୍ବର ୦୩ ରୁ ୦୯, ୨୦୨୫ ଜଗତସିଂହପୁର [729,74,1074,97]
section-divider [959,974,1503,976]
article-kalahandi [46,1074,928,1496]
byline-place: ଆସିକା [162,305,199,321]
body-column-2: ଫଣ୍ଟାରେ ସମିତିର ପିତଳ ଫଣ୍ଟାରେ ର ସରପଞ୍ଚଙ୍କ ବିରୁଦ୍ଧରେ ଆସିଥିବା ଅନାସ୍ଥା ଆବଶ୍ୟକ ଫରାଳରେ ବିଚାରକୁ ଗଲା ଖାଲଥିଲା ଶେଷରେ ବୁଢ଼ ତିନି ଜିନି ଦଳ ମଧ୍ୟରେ ଅଙ୍କ କଷା କଷି, ଫେଶାଥିଥିଲା । ବୁଢ଼ ଫଣ୍ଟାରେ ରେ ସରପଞ୍ଚ ମାନଙ୍କ ଭିତରେ ଲେଗ ହେଉଛି ବିରୋଧୀ ମାନଙ୍କ ଅଙ୍କ କଷା ଖେଳ ମାଗିଛି । ସେଣୁ ଗଞ୍ଜାମ ଏହି ଘଡ଼ି ଫଣ୍ଟାରେ ର ଫଳାଫଳ ଦେଖି ଅନ୍ୟ ଫଣ୍ଟାରେ ଗୁଡ଼ିକ ବହୁତ ସର୍ତ୍ତକତା ହୋଇ ଗତି ଚଳାଇବାକୁ ହେବ ବୋଲି ବହୁ ରାଜନୀତି ସମୀକ୍ଷକ ପ୍ରକାଶ କରିଛନ୍ତି। [1235,742,1503,904]
person-figure [453,1711,479,1780]
byline-author: (ହରିହର ପାତ୍ର, ସଂପର୍କବାର୍ତ୍ତା) [118,1675,281,1691]
audience-row [1243,314,1504,328]
person-figure [1450,1182,1476,1251]
student-figure [584,1294,610,1363]
byline [46,1651,353,1697]
photo-kalahandi-students [368,1220,637,1373]
photo-cyber-awareness [368,1651,637,1789]
article-cyber-awareness [46,1511,928,1910]
byline [959,585,1212,631]
masthead-rule [729,100,1127,101]
headline: କଳାହାଣ୍ଡି ଜିଲ୍ଲା ଗଠନ ଦିବସ ଉପଲକ୍ଷେ ଚିତ୍ରାଙ୍କନ ଓ ବକ୍ତୃତା ପ୍ରତିଯୋଗିତା [47,1073,927,1173]
article-vigilance [46,675,928,1059]
photo-panchayat-office [1235,585,1503,730]
body-column-1: ଗଞ୍ଜାମ ଜିଲ୍ଲା ପୋଲିସ ଅଧୀକ୍ଷକଙ୍କ ନିର୍ଦ୍ଦେଶ କ୍ରମେ ଆସିକା କୋଟିନଡା ପୋଲିସ ଥାନା ପକ୍ଷରୁ ସାଇବର ସୁରକ୍ଷା ଅଭିଯାନ ଆରମ୍ଭ କରାଯାଇଛି । ଆସିକା ବ୍ଲକ ହରିହରପୁର ଫଣ୍ଟାରେ ନୟା ପଞ୍ଚାୟତ ଗ୍ରାମରେ ଆୟୋଜିତ ଏକ ସଚେତନତା କାର୍ଯ୍ୟକ୍ରମ ରେ କୋଟିନଡା ଥାନା ଅଧିକାରୀ ବାଲୋମନ ବିହାରୀ ଙ୍କ ଉପସ୍ଥିତିରେ, ସରପଞ୍ଚ ପ୍ରମୋଦ ସାହୁ, ବିଜୁଳି କୁମାର ଷଡ଼ଙ୍ଗୀ, ପ୍ରକାଶ ଚନ୍ଦ୍ର ନାୟକ, ଆହ୍ଲାଦ ଦାସ ଓ ନେତା ତଥା ଟିଟିଶିକ୍ଷ ପ୍ରତିନିଧିମାନେ ଉପସ୍ଥିତ ଥିଲେ । ଏହି ଅବସରରେ ଥାନା ଅଧିକାରୀ ସାଇବର ଠକେଇ କଣ ଓ କିପରି ହୁଏ ତାହା ଉପରେ ଆଲୋଚନା କରିଥିଲେ। ସାଇବର ଠକେଇ ଠାରୁ ନିଜକୁ କିପରି [46,354,314,571]
student-figure [392,1289,418,1359]
photo-text-1: ଭିଜିଲାନ୍ସ ଜାଲରେ [423,799,564,822]
